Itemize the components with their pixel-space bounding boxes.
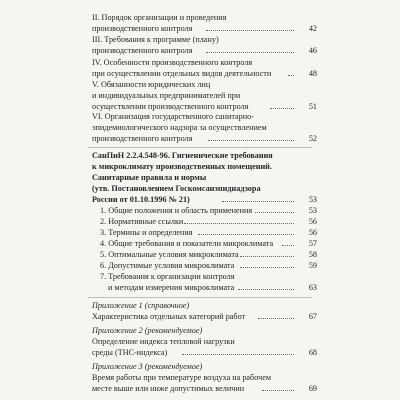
toc-line — [0, 68, 400, 79]
page-number: 56 — [308, 228, 317, 237]
toc-line — [0, 271, 400, 282]
toc-entry-text: производственного контроля — [92, 134, 193, 143]
page-number: 56 — [308, 217, 317, 226]
toc-entry-text: 2. Нормативные ссылки — [100, 217, 184, 226]
appendix-label: Приложение 3 (рекомендуемое) — [92, 362, 203, 371]
toc-entry-text: месте выше или ниже допустимых величин — [92, 384, 245, 393]
page-number: 46 — [308, 46, 317, 55]
toc-line — [0, 133, 400, 144]
toc-entry-text: производственного контроля — [92, 46, 193, 55]
page-number: 63 — [308, 283, 317, 292]
leader-dots — [288, 75, 294, 76]
toc-entry-text: 4. Общие требования и показатели микроклимата — [100, 239, 274, 248]
leader-dots — [208, 140, 294, 141]
page-number: 51 — [308, 102, 317, 111]
toc-line — [0, 23, 400, 34]
toc-line — [0, 45, 400, 56]
toc-line — [0, 282, 400, 293]
appendix-label-line — [0, 300, 400, 311]
toc-line — [0, 216, 400, 227]
toc-line — [0, 122, 400, 133]
section-heading-text: России от 01.10.1996 № 21) — [92, 195, 190, 204]
section-heading-line — [0, 150, 400, 161]
toc-line — [0, 227, 400, 238]
toc-line — [0, 383, 400, 394]
toc-entry-text: VI. Организация государственного санитарно- — [92, 112, 254, 121]
toc-line — [0, 249, 400, 260]
toc-line — [0, 347, 400, 358]
toc-entry-text: II. Порядок организации и проведения — [92, 13, 227, 22]
leader-dots — [238, 289, 294, 290]
leader-dots — [270, 108, 294, 109]
toc-line — [0, 57, 400, 68]
section-heading-line — [0, 172, 400, 183]
appendix-label-line — [0, 361, 400, 372]
section-heading-line — [0, 161, 400, 172]
toc-line — [0, 205, 400, 216]
toc-line — [0, 238, 400, 249]
toc-entry-text: и индивидуальных предпринимателей при — [92, 91, 241, 100]
section-heading-line — [0, 183, 400, 194]
page-number: 58 — [308, 250, 317, 259]
page-number: 59 — [308, 261, 317, 270]
leader-dots — [282, 245, 294, 246]
toc-entry-text: осуществлении производственного контроля — [92, 102, 249, 111]
page-number: 48 — [308, 69, 317, 78]
section-heading-text: к микроклимату производственных помещений. — [92, 162, 272, 171]
toc-entry-text: среды (ТНС-индекса) — [92, 348, 168, 357]
leader-dots — [262, 390, 294, 391]
section-divider — [88, 147, 312, 148]
page-number: 42 — [308, 24, 317, 33]
leader-dots — [240, 267, 294, 268]
appendix-label-line — [0, 325, 400, 336]
page-number: 67 — [308, 312, 317, 321]
section-divider — [88, 297, 312, 298]
leader-dots — [255, 212, 294, 213]
section-heading-text: (утв. Постановлением Госкомсанэпиднадзора — [92, 184, 261, 193]
leader-dots — [222, 201, 294, 202]
toc-line — [0, 260, 400, 271]
toc-entry-text: 1. Общие положения и область применения — [100, 206, 253, 215]
toc-entry-text: Характеристика отдельных категорий работ — [92, 312, 246, 321]
leader-dots — [206, 30, 294, 31]
toc-entry-text: III. Требования к программе (плану) — [92, 35, 219, 44]
page-number: 52 — [308, 134, 317, 143]
toc-entry-text: 5. Оптимальные условия микроклимата — [100, 250, 239, 259]
toc-line — [0, 194, 400, 205]
toc-line — [0, 79, 400, 90]
page-number: 68 — [308, 348, 317, 357]
toc-entry-text: 6. Допустимые условия микроклимата — [100, 261, 235, 270]
toc-line — [0, 12, 400, 23]
page-number: 53 — [308, 206, 317, 215]
leader-dots — [240, 256, 294, 257]
leader-dots — [182, 354, 294, 355]
toc-entry-text: 7. Требования к организации контроля — [100, 272, 235, 281]
appendix-label: Приложение 2 (рекомендуемое) — [92, 326, 203, 335]
toc-entry-text: Определение индекса тепловой нагрузки — [92, 337, 235, 346]
toc-entry-text: Время работы при температуре воздуха на рабочем — [92, 373, 272, 382]
leader-dots — [184, 223, 294, 224]
toc-entry-text: производственного контроля — [92, 24, 193, 33]
appendix-label: Приложение 1 (справочное) — [92, 301, 190, 310]
toc-entry-text: IV. Особенности производственного контроля — [92, 58, 253, 67]
page-number: 53 — [308, 195, 317, 204]
leader-dots — [258, 318, 294, 319]
toc-entry-text: эпидемиологического надзора за осуществлением — [92, 123, 267, 132]
toc-entry-text: при осуществлении отдельных видов деятельности — [92, 69, 272, 78]
page-number: 69 — [308, 384, 317, 393]
page-number: 57 — [308, 239, 317, 248]
toc-line — [0, 311, 400, 322]
toc-entry-text: V. Обязанности юридических лиц — [92, 80, 211, 89]
toc-line — [0, 336, 400, 347]
toc-entry-text: 3. Термины и определения — [100, 228, 193, 237]
section-heading-text: Санитарные правила и нормы — [92, 173, 207, 182]
toc-line — [0, 372, 400, 383]
leader-dots — [206, 52, 294, 53]
toc-line — [0, 90, 400, 101]
leader-dots — [198, 234, 294, 235]
section-heading-text: СанПиН 2.2.4.548-96. Гигиенические требования — [92, 151, 273, 160]
toc-line — [0, 34, 400, 45]
toc-line — [0, 111, 400, 122]
toc-entry-text: и методам измерения микроклимата — [108, 283, 235, 292]
